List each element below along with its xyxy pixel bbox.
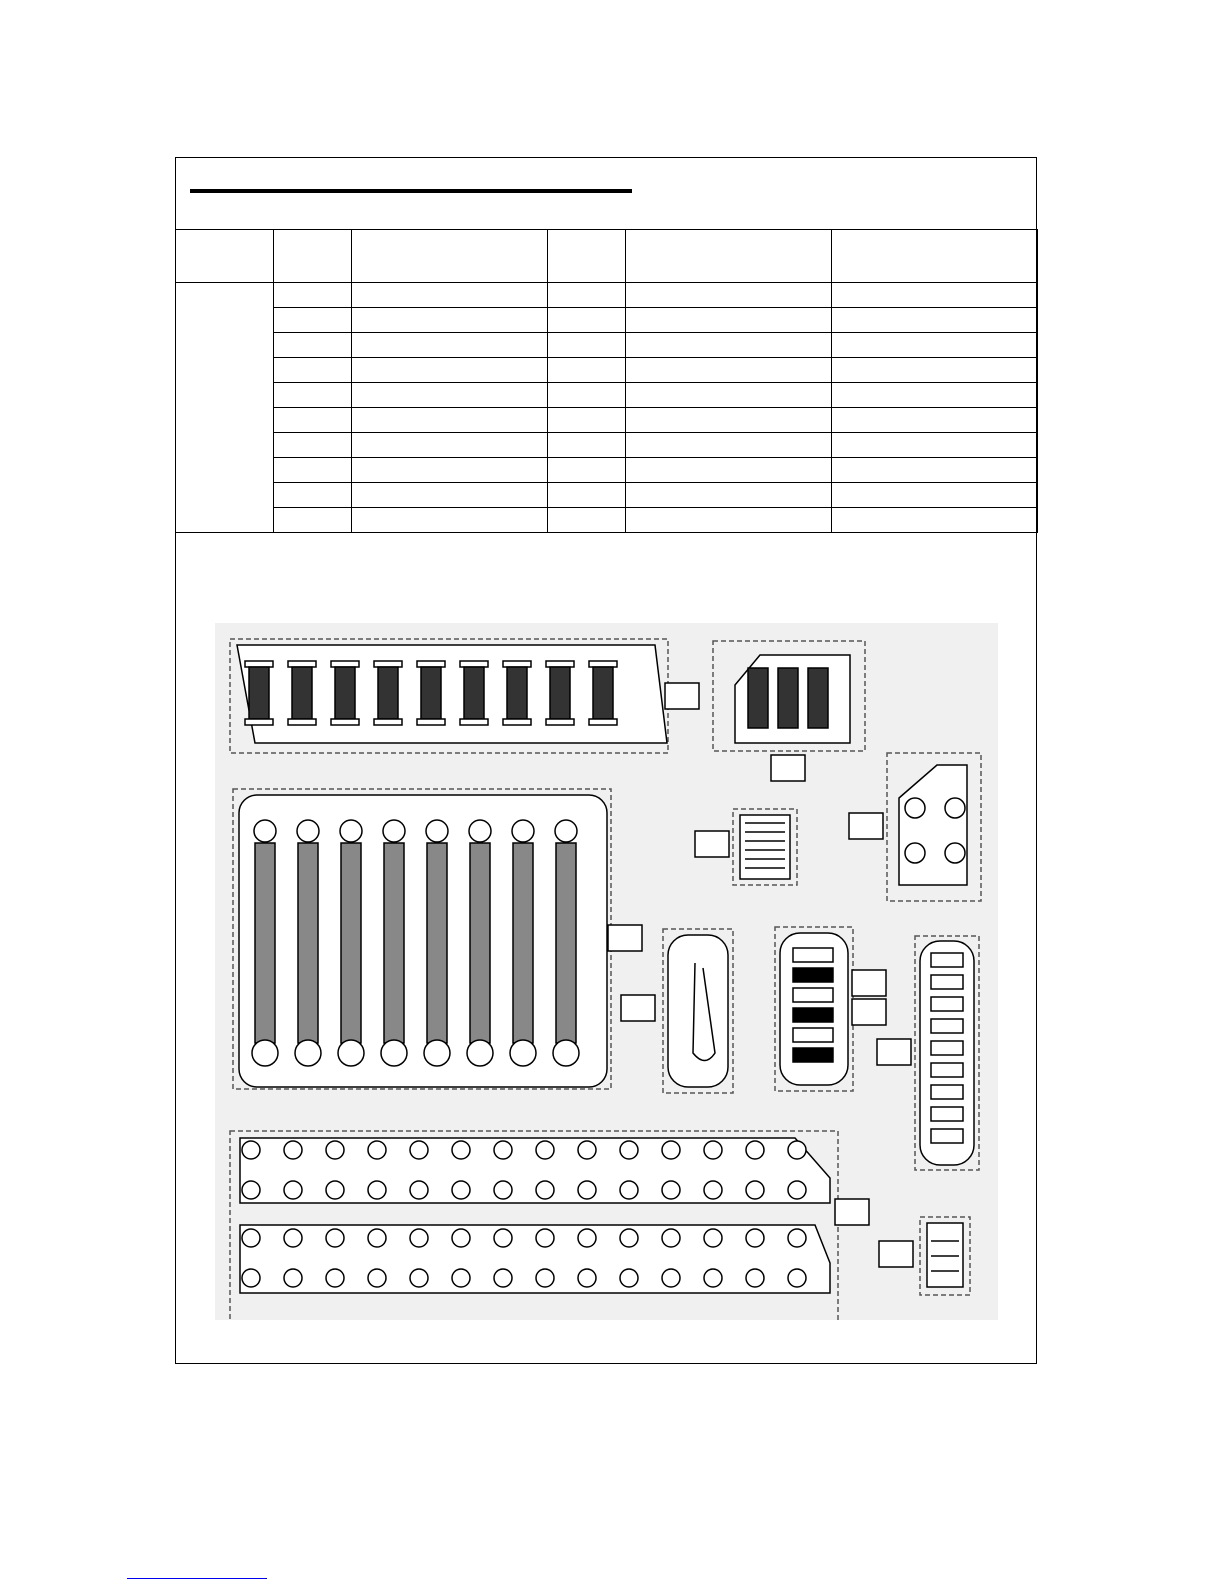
callout-box xyxy=(771,755,805,781)
table-cell xyxy=(274,483,352,508)
screw-head-icon xyxy=(536,1229,554,1247)
screw-head-icon xyxy=(536,1181,554,1199)
screw-head-icon xyxy=(746,1181,764,1199)
screw-head-icon xyxy=(704,1229,722,1247)
screw-head-icon xyxy=(578,1141,596,1159)
screw-head-icon xyxy=(788,1229,806,1247)
table-cell xyxy=(274,408,352,433)
screw-head-icon xyxy=(424,1040,450,1066)
screw-thread-icon xyxy=(255,843,275,1043)
nut-icon xyxy=(931,1107,963,1121)
screw-head-icon xyxy=(245,661,273,667)
screw-head-icon xyxy=(288,719,316,725)
table-row xyxy=(176,308,1038,333)
nut-icon xyxy=(931,1063,963,1077)
table-cell xyxy=(626,283,832,308)
table-cell xyxy=(352,358,548,383)
nut-icon xyxy=(931,1019,963,1033)
screw-head-icon xyxy=(368,1269,386,1287)
screw-head-icon xyxy=(252,1040,278,1066)
table-cell xyxy=(626,383,832,408)
screw-thread-icon xyxy=(470,843,490,1043)
screw-head-icon xyxy=(503,661,531,667)
screw-head-icon xyxy=(555,820,577,842)
screw-head-icon xyxy=(410,1229,428,1247)
table-cell xyxy=(548,458,626,483)
screw-thread-icon xyxy=(249,667,269,719)
table-row xyxy=(176,458,1038,483)
header-cell xyxy=(626,230,832,283)
header-cell xyxy=(274,230,352,283)
callout-box xyxy=(665,683,699,709)
nut-icon xyxy=(931,1085,963,1099)
screw-thread-icon xyxy=(513,843,533,1043)
header-cell xyxy=(832,230,1038,283)
table-cell xyxy=(548,333,626,358)
table-cell xyxy=(274,358,352,383)
header-cell xyxy=(548,230,626,283)
screw-head-icon xyxy=(620,1269,638,1287)
table-cell xyxy=(626,483,832,508)
header-cell xyxy=(352,230,548,283)
screw-head-icon xyxy=(546,661,574,667)
screw-head-icon xyxy=(905,843,925,863)
table-cell xyxy=(548,433,626,458)
screw-head-icon xyxy=(905,798,925,818)
callout-box xyxy=(879,1241,913,1267)
screw-head-icon xyxy=(494,1141,512,1159)
screw-head-icon xyxy=(338,1040,364,1066)
header-cell xyxy=(176,230,274,283)
callout-box xyxy=(621,995,655,1021)
table-cell xyxy=(626,508,832,533)
screw-head-icon xyxy=(553,1040,579,1066)
table-row xyxy=(176,383,1038,408)
screw-thread-icon xyxy=(748,668,768,728)
table-cell xyxy=(548,308,626,333)
table-cell xyxy=(626,433,832,458)
screw-head-icon xyxy=(494,1269,512,1287)
screw-thread-icon xyxy=(292,667,312,719)
table-cell xyxy=(352,333,548,358)
table-cell xyxy=(352,383,548,408)
table-cell xyxy=(274,383,352,408)
nut-icon xyxy=(793,988,833,1002)
callout-box xyxy=(608,925,642,951)
screw-head-icon xyxy=(452,1269,470,1287)
screw-head-icon xyxy=(242,1269,260,1287)
screw-head-icon xyxy=(460,719,488,725)
screw-head-icon xyxy=(452,1229,470,1247)
table-cell xyxy=(274,458,352,483)
screw-head-icon xyxy=(331,661,359,667)
screw-head-icon xyxy=(242,1229,260,1247)
screw-head-icon xyxy=(242,1181,260,1199)
nut-icon xyxy=(931,997,963,1011)
table-cell xyxy=(274,508,352,533)
screw-thread-icon xyxy=(464,667,484,719)
screw-head-icon xyxy=(410,1141,428,1159)
screw-head-icon xyxy=(340,820,362,842)
table-cell xyxy=(832,508,1038,533)
screw-head-icon xyxy=(536,1269,554,1287)
table-row xyxy=(176,408,1038,433)
screw-thread-icon xyxy=(341,843,361,1043)
callout-box xyxy=(877,1039,911,1065)
callout-box xyxy=(849,813,883,839)
table-cell xyxy=(832,358,1038,383)
screw-head-icon xyxy=(381,1040,407,1066)
table-row xyxy=(176,508,1038,533)
hardware-diagram xyxy=(215,623,998,1320)
screw-head-icon xyxy=(788,1269,806,1287)
screw-head-icon xyxy=(254,820,276,842)
washer-pack xyxy=(740,815,790,879)
screw-head-icon xyxy=(510,1040,536,1066)
screw-head-icon xyxy=(746,1269,764,1287)
screw-head-icon xyxy=(460,661,488,667)
table-cell xyxy=(548,383,626,408)
screw-head-icon xyxy=(410,1269,428,1287)
table-cell xyxy=(352,458,548,483)
table-cell xyxy=(832,433,1038,458)
screw-head-icon xyxy=(417,719,445,725)
screw-thread-icon xyxy=(808,668,828,728)
screw-head-icon xyxy=(662,1269,680,1287)
callout-box xyxy=(852,999,886,1025)
screw-head-icon xyxy=(326,1269,344,1287)
screw-head-icon xyxy=(746,1229,764,1247)
table-cell xyxy=(274,433,352,458)
screw-head-icon xyxy=(452,1181,470,1199)
screw-head-icon xyxy=(288,661,316,667)
table-cell xyxy=(352,483,548,508)
screw-head-icon xyxy=(284,1141,302,1159)
screw-head-icon xyxy=(494,1229,512,1247)
parts-table xyxy=(175,229,1038,533)
screw-head-icon xyxy=(417,661,445,667)
callout-box xyxy=(695,831,729,857)
screw-thread-icon xyxy=(778,668,798,728)
title-rule xyxy=(190,189,632,193)
screw-head-icon xyxy=(704,1141,722,1159)
screw-head-icon xyxy=(620,1229,638,1247)
screw-head-icon xyxy=(536,1141,554,1159)
table-cell xyxy=(832,483,1038,508)
table-cell xyxy=(548,283,626,308)
screw-head-icon xyxy=(368,1229,386,1247)
screw-head-icon xyxy=(620,1181,638,1199)
table-cell xyxy=(626,358,832,383)
screw-head-icon xyxy=(512,820,534,842)
table-cell xyxy=(626,308,832,333)
nut-icon xyxy=(793,968,833,982)
screw-head-icon xyxy=(746,1141,764,1159)
screw-thread-icon xyxy=(550,667,570,719)
screw-head-icon xyxy=(383,820,405,842)
screw-thread-icon xyxy=(427,843,447,1043)
callout-box xyxy=(852,970,886,996)
table-cell xyxy=(626,333,832,358)
screw-head-icon xyxy=(704,1269,722,1287)
screw-head-icon xyxy=(426,820,448,842)
screw-thread-icon xyxy=(378,667,398,719)
screw-head-icon xyxy=(326,1181,344,1199)
table-cell xyxy=(832,383,1038,408)
screw-head-icon xyxy=(578,1181,596,1199)
nut-icon xyxy=(793,1028,833,1042)
screw-head-icon xyxy=(326,1229,344,1247)
nut-icon xyxy=(793,1008,833,1022)
screw-head-icon xyxy=(620,1141,638,1159)
screw-thread-icon xyxy=(556,843,576,1043)
screw-thread-icon xyxy=(507,667,527,719)
table-cell xyxy=(352,408,548,433)
screw-head-icon xyxy=(503,719,531,725)
table-cell xyxy=(352,283,548,308)
screw-head-icon xyxy=(284,1269,302,1287)
table-cell xyxy=(274,333,352,358)
table-cell xyxy=(274,308,352,333)
table-cell xyxy=(548,358,626,383)
screw-thread-icon xyxy=(298,843,318,1043)
table-cell xyxy=(548,483,626,508)
screw-head-icon xyxy=(578,1229,596,1247)
screw-head-icon xyxy=(368,1141,386,1159)
screw-head-icon xyxy=(578,1269,596,1287)
table-row xyxy=(176,333,1038,358)
screw-head-icon xyxy=(297,820,319,842)
screw-head-icon xyxy=(368,1181,386,1199)
screw-head-icon xyxy=(284,1229,302,1247)
screw-head-icon xyxy=(469,820,491,842)
washer-pack xyxy=(927,1223,963,1287)
table-header-row xyxy=(176,230,1038,283)
screw-head-icon xyxy=(295,1040,321,1066)
screw-head-icon xyxy=(452,1141,470,1159)
screw-head-icon xyxy=(662,1181,680,1199)
screw-head-icon xyxy=(374,661,402,667)
table-row xyxy=(176,483,1038,508)
table-cell xyxy=(626,408,832,433)
screw-head-icon xyxy=(945,798,965,818)
table-cell xyxy=(274,283,352,308)
table-row xyxy=(176,358,1038,383)
screw-head-icon xyxy=(326,1141,344,1159)
screw-head-icon xyxy=(546,719,574,725)
screw-head-icon xyxy=(245,719,273,725)
table-cell xyxy=(626,458,832,483)
screw-head-icon xyxy=(589,719,617,725)
screw-tray xyxy=(239,795,607,1087)
pin-tray xyxy=(668,935,728,1087)
screw-head-icon xyxy=(788,1141,806,1159)
nut-icon xyxy=(931,953,963,967)
screw-thread-icon xyxy=(593,667,613,719)
screw-head-icon xyxy=(242,1141,260,1159)
group-cell xyxy=(176,283,274,533)
table-cell xyxy=(352,508,548,533)
screw-thread-icon xyxy=(421,667,441,719)
screw-thread-icon xyxy=(335,667,355,719)
screw-head-icon xyxy=(494,1181,512,1199)
screw-head-icon xyxy=(374,719,402,725)
table-cell xyxy=(352,308,548,333)
table-cell xyxy=(832,283,1038,308)
callout-box xyxy=(835,1199,869,1225)
screw-head-icon xyxy=(410,1181,428,1199)
table-cell xyxy=(832,308,1038,333)
table-row xyxy=(176,283,1038,308)
nut-icon xyxy=(931,1041,963,1055)
screw-head-icon xyxy=(788,1181,806,1199)
footer-link[interactable] xyxy=(127,1578,267,1579)
screw-thread-icon xyxy=(384,843,404,1043)
table-row xyxy=(176,433,1038,458)
table-cell xyxy=(548,508,626,533)
table-cell xyxy=(352,433,548,458)
screw-head-icon xyxy=(467,1040,493,1066)
table-cell xyxy=(832,408,1038,433)
table-cell xyxy=(832,458,1038,483)
screw-head-icon xyxy=(589,661,617,667)
nut-icon xyxy=(931,975,963,989)
nut-icon xyxy=(793,948,833,962)
nut-icon xyxy=(931,1129,963,1143)
nut-icon xyxy=(793,1048,833,1062)
screw-head-icon xyxy=(662,1141,680,1159)
table-cell xyxy=(548,408,626,433)
table-cell xyxy=(832,333,1038,358)
screw-head-icon xyxy=(704,1181,722,1199)
screw-head-icon xyxy=(945,843,965,863)
screw-head-icon xyxy=(331,719,359,725)
screw-head-icon xyxy=(284,1181,302,1199)
screw-head-icon xyxy=(662,1229,680,1247)
